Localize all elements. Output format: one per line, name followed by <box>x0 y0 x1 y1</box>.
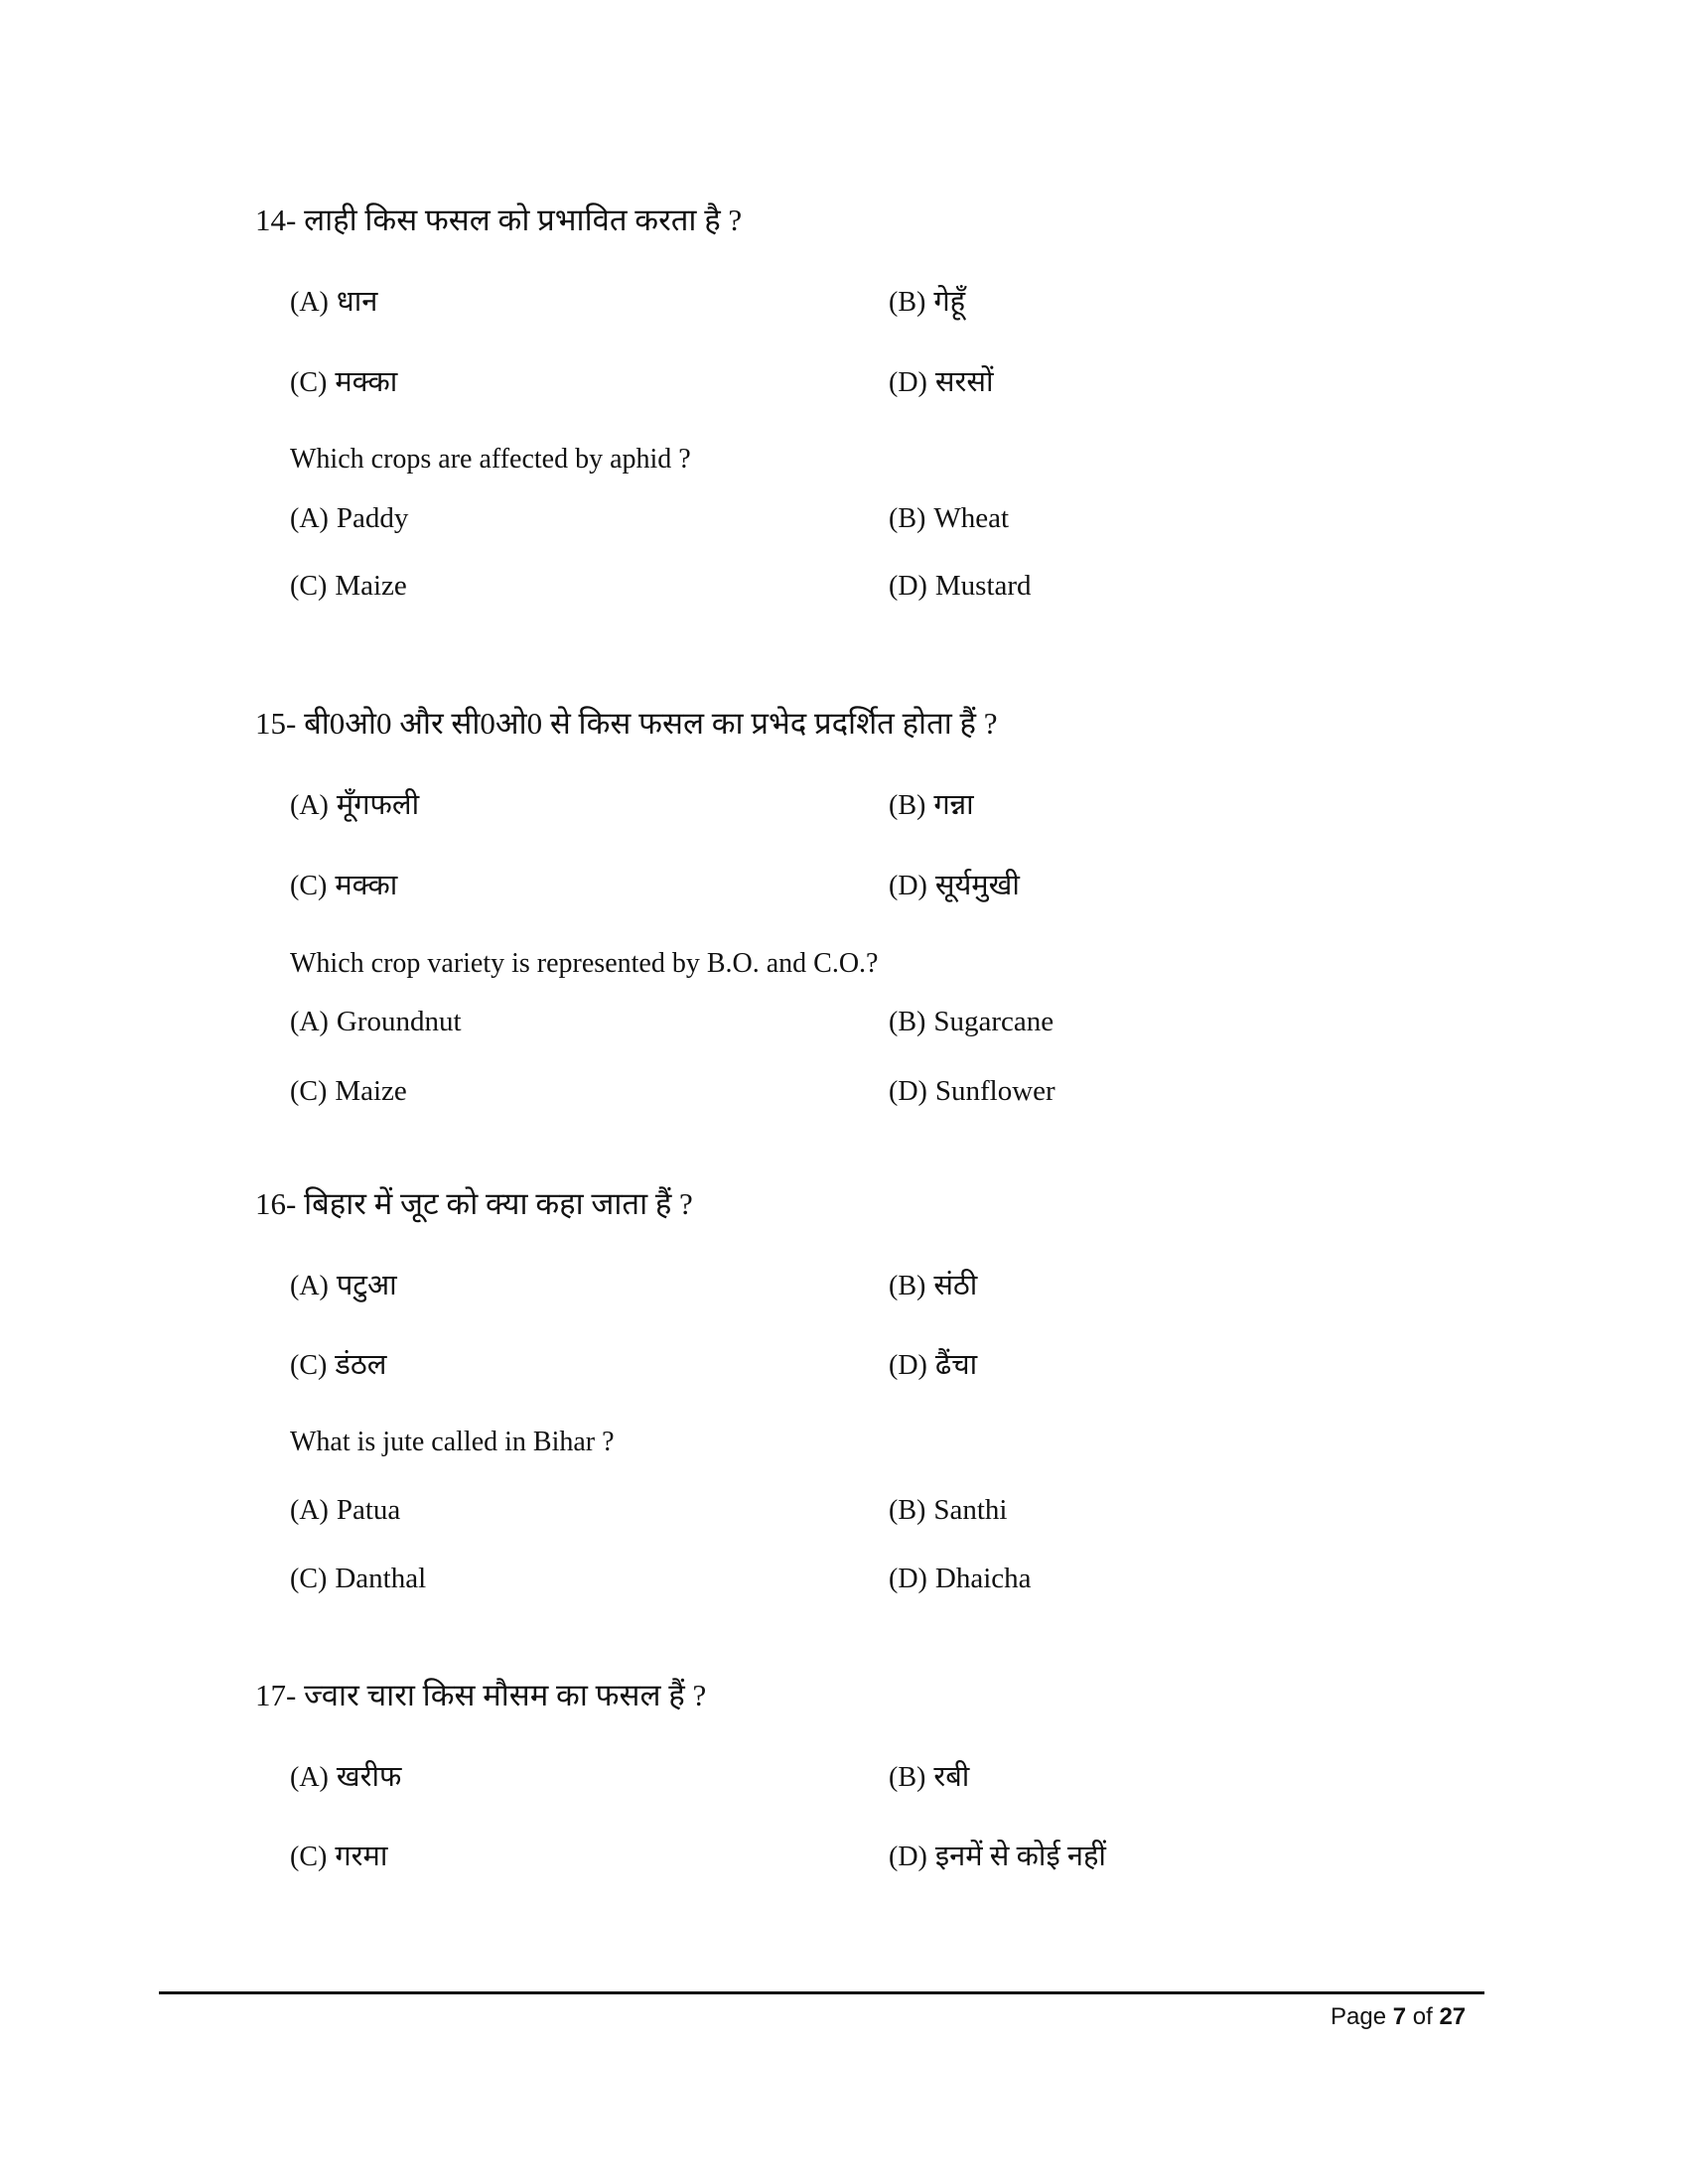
option-letter: (D) <box>889 1842 927 1872</box>
question-hindi: 16- बिहार में जूट को क्या कहा जाता हैं ? <box>255 1186 693 1221</box>
option-text: Santhi <box>933 1494 1008 1526</box>
option-text: मक्का <box>335 366 398 398</box>
option-english <box>889 566 1032 606</box>
option-letter: (B) <box>889 1007 926 1037</box>
option-english <box>290 1490 400 1530</box>
page-word: Page <box>1331 2003 1387 2030</box>
option-letter: (B) <box>889 1495 926 1526</box>
question-hindi: 15- बी0ओ0 और सी0ओ0 से किस फसल का प्रभेद प्रदर्शित होता हैं ? <box>255 706 998 741</box>
option-letter: (D) <box>889 1564 927 1594</box>
option-text: Maize <box>335 570 407 602</box>
option-hindi <box>290 866 397 905</box>
option-hindi <box>290 362 397 402</box>
question-english: Which crops are affected by aphid ? <box>290 444 691 475</box>
page-number <box>1331 2003 1466 2031</box>
option-letter: (A) <box>290 287 329 318</box>
option-letter: (A) <box>290 790 329 821</box>
option-letter: (B) <box>889 1271 926 1301</box>
option-letter: (B) <box>889 503 926 534</box>
option-text: Maize <box>335 1075 407 1107</box>
option-hindi <box>889 362 993 402</box>
option-letter: (A) <box>290 1495 329 1526</box>
question-hindi: 14- लाही किस फसल को प्रभावित करता है ? <box>255 203 743 237</box>
option-text: मूँगफली <box>336 789 420 821</box>
option-text: संठी <box>933 1270 978 1301</box>
option-english <box>290 566 407 606</box>
option-text: इनमें से कोई नहीं <box>934 1841 1106 1872</box>
option-english <box>889 1002 1054 1041</box>
option-text: रबी <box>933 1761 970 1793</box>
option-hindi <box>889 866 1020 905</box>
current-page: 7 <box>1392 2003 1407 2030</box>
option-letter: (B) <box>889 790 926 821</box>
option-letter: (A) <box>290 1271 329 1301</box>
option-letter: (C) <box>290 871 328 901</box>
option-text: ढैंचा <box>934 1349 978 1381</box>
option-letter: (B) <box>889 287 926 318</box>
option-letter: (D) <box>889 1076 927 1107</box>
of-word: of <box>1412 2003 1433 2030</box>
option-text: खरीफ <box>336 1761 402 1793</box>
option-hindi <box>290 1266 397 1305</box>
option-letter: (C) <box>290 367 328 398</box>
option-hindi <box>290 282 377 322</box>
option-hindi <box>290 1345 386 1385</box>
option-letter: (D) <box>889 571 927 602</box>
option-english <box>290 1559 426 1598</box>
total-pages: 27 <box>1439 2003 1467 2030</box>
footer-divider <box>159 1991 1484 1994</box>
option-letter: (D) <box>889 1350 927 1381</box>
option-text: पटुआ <box>336 1270 397 1301</box>
option-text: गन्ना <box>933 789 974 821</box>
option-hindi <box>889 1757 969 1797</box>
option-english <box>290 498 408 538</box>
question-hindi: 17- ज्वार चारा किस मौसम का फसल हैं ? <box>255 1678 707 1712</box>
option-letter: (A) <box>290 1762 329 1793</box>
option-hindi <box>889 1266 977 1305</box>
option-letter: (C) <box>290 1842 328 1872</box>
option-letter: (C) <box>290 1564 328 1594</box>
option-letter: (D) <box>889 871 927 901</box>
option-english <box>889 1559 1032 1598</box>
option-letter: (D) <box>889 367 927 398</box>
option-hindi <box>290 1837 387 1876</box>
option-text: Sunflower <box>934 1075 1055 1107</box>
option-text: Patua <box>336 1494 401 1526</box>
option-text: मक्का <box>335 870 398 901</box>
option-english <box>889 498 1009 538</box>
option-letter: (C) <box>290 1350 328 1381</box>
option-hindi <box>889 1345 977 1385</box>
option-hindi <box>290 785 419 825</box>
option-hindi <box>889 785 974 825</box>
option-text: सरसों <box>934 366 994 398</box>
option-text: डंठल <box>335 1349 387 1381</box>
option-text: Mustard <box>934 570 1032 602</box>
option-text: गेहूँ <box>933 286 966 318</box>
option-english <box>290 1071 407 1111</box>
option-hindi <box>889 1837 1106 1876</box>
option-text: Wheat <box>933 502 1009 534</box>
option-text: Sugarcane <box>933 1006 1055 1037</box>
option-text: Dhaicha <box>934 1563 1032 1594</box>
option-text: गरमा <box>335 1841 388 1872</box>
option-letter: (C) <box>290 571 328 602</box>
question-english: Which crop variety is represented by B.O. and C.O.? <box>290 948 879 979</box>
option-text: Paddy <box>336 502 409 534</box>
option-text: Groundnut <box>336 1006 462 1037</box>
option-letter: (A) <box>290 503 329 534</box>
option-text: धान <box>336 286 378 318</box>
option-letter: (A) <box>290 1007 329 1037</box>
option-letter: (B) <box>889 1762 926 1793</box>
option-hindi <box>290 1757 401 1797</box>
option-english <box>889 1490 1007 1530</box>
question-english: What is jute called in Bihar ? <box>290 1427 615 1457</box>
option-letter: (C) <box>290 1076 328 1107</box>
option-english <box>290 1002 462 1041</box>
option-text: सूर्यमुखी <box>934 870 1020 901</box>
option-text: Danthal <box>335 1563 427 1594</box>
option-english <box>889 1071 1055 1111</box>
option-hindi <box>889 282 965 322</box>
